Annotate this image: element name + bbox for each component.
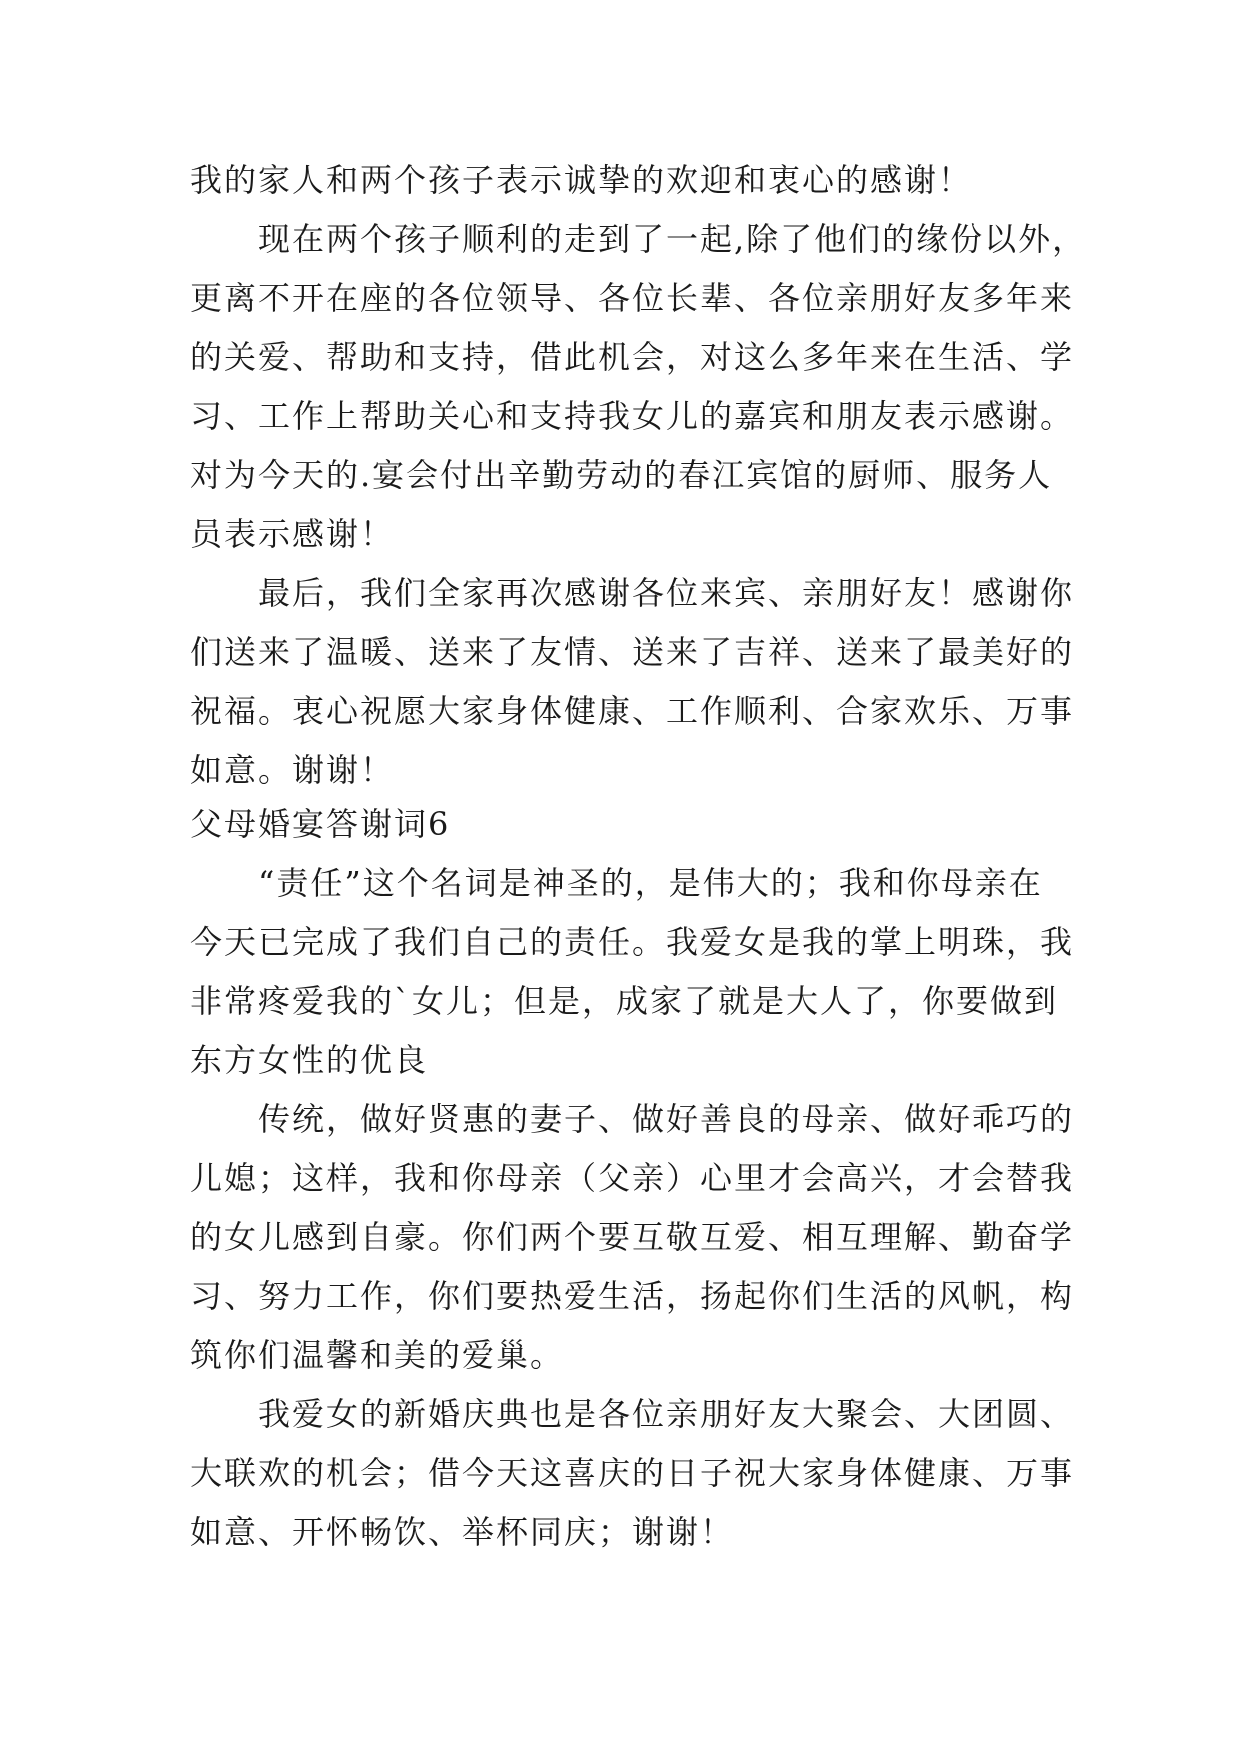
text-line: 我的家人和两个孩子表示诚挚的欢迎和衷心的感谢！ [190, 161, 973, 199]
section-heading: 父母婚宴答谢词6 [190, 805, 451, 843]
text-line: 祝福。衷心祝愿大家身体健康、工作顺利、合家欢乐、万事 [190, 692, 1075, 730]
text-line: 如意、开怀畅饮、举杯同庆；谢谢！ [190, 1513, 735, 1551]
text-line: 的关爱、帮助和支持，借此机会，对这么多年来在生活、学 [190, 338, 1075, 376]
text-line: 我爱女的新婚庆典也是各位亲朋好友大聚会、大团圆、 [258, 1395, 1075, 1433]
text-line: 筑你们温馨和美的爱巢。 [190, 1336, 565, 1374]
text-line: 大联欢的机会；借今天这喜庆的日子祝大家身体健康、万事 [190, 1454, 1075, 1492]
text-line: 如意。谢谢！ [190, 751, 395, 789]
text-line: 习、工作上帮助关心和支持我女儿的嘉宾和朋友表示感谢。 [190, 397, 1075, 435]
text-line: 习、努力工作，你们要热爱生活，扬起你们生活的风帆，构 [190, 1277, 1075, 1315]
text-line: 对为今天的.宴会付出辛勤劳动的春江宾馆的厨师、服务人 [190, 456, 1053, 494]
text-line: 非常疼爱我的`女儿；但是，成家了就是大人了，你要做到 [190, 982, 1059, 1020]
text-line: 儿媳；这样，我和你母亲（父亲）心里才会高兴，才会替我 [190, 1159, 1075, 1197]
text-line: 现在两个孩子顺利的走到了一起,除了他们的缘份以外， [258, 220, 1087, 258]
text-line: 传统，做好贤惠的妻子、做好善良的母亲、做好乖巧的 [258, 1100, 1075, 1138]
text-line: 最后，我们全家再次感谢各位来宾、亲朋好友！感谢你 [258, 574, 1075, 612]
text-line: 们送来了温暖、送来了友情、送来了吉祥、送来了最美好的 [190, 633, 1075, 671]
text-line: 今天已完成了我们自己的责任。我爱女是我的掌上明珠，我 [190, 923, 1075, 961]
text-line: 员表示感谢！ [190, 515, 395, 553]
text-line: 的女儿感到自豪。你们两个要互敬互爱、相互理解、勤奋学 [190, 1218, 1075, 1256]
text-line: “责任”这个名词是神圣的，是伟大的；我和你母亲在 [258, 864, 1043, 902]
text-line: 更离不开在座的各位领导、各位长辈、各位亲朋好友多年来 [190, 279, 1075, 317]
text-line: 东方女性的优良 [190, 1041, 429, 1079]
